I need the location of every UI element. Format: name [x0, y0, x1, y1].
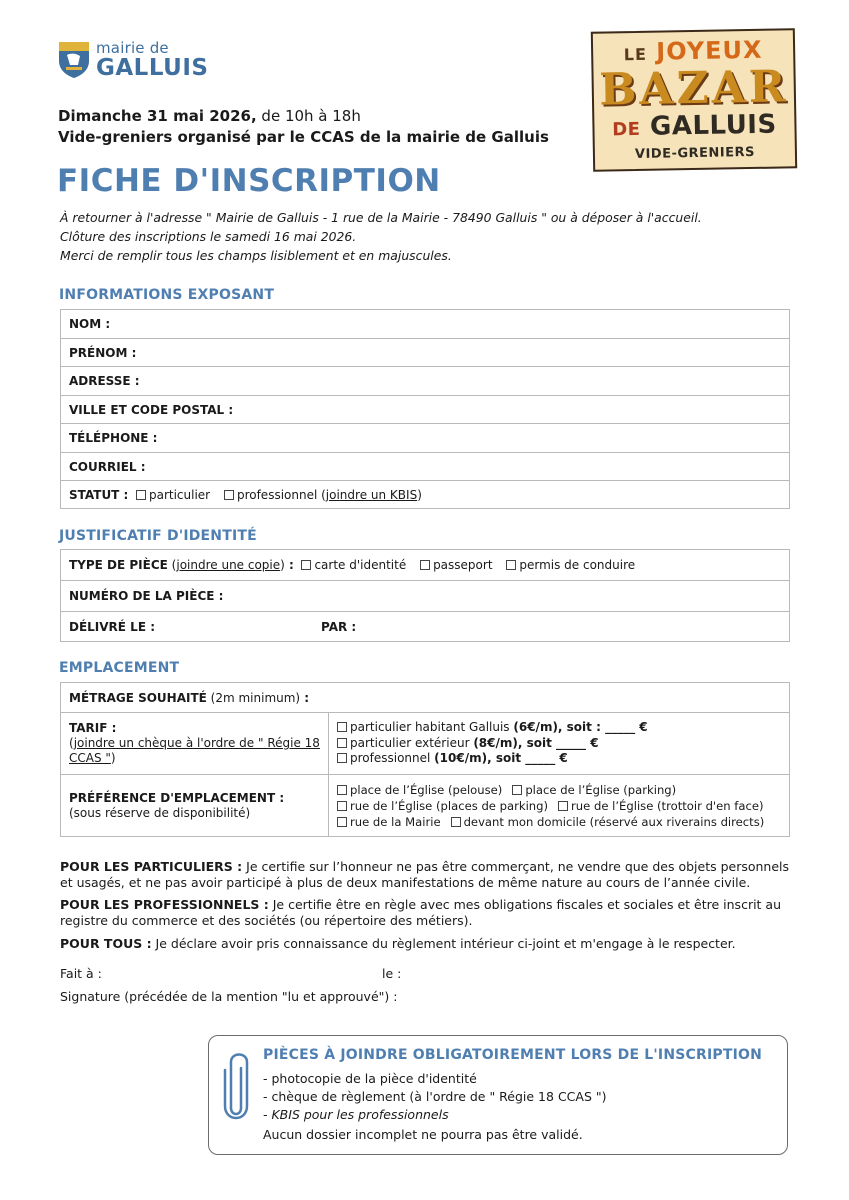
field-statut — [61, 481, 790, 509]
checkbox[interactable] — [451, 817, 461, 827]
intro-text — [60, 208, 702, 265]
le-field[interactable]: le : — [382, 966, 402, 981]
signature-field[interactable]: Signature (précédée de la mention "lu et approuvé") : — [60, 989, 398, 1004]
field-numero[interactable]: NUMÉRO DE LA PIÈCE : — [61, 581, 790, 612]
type-label: TYPE DE PIÈCE — [69, 558, 168, 572]
field-prenom[interactable]: PRÉNOM : — [61, 339, 790, 367]
option-label: passeport — [433, 558, 493, 572]
tarif-text: particulier extérieur — [350, 735, 474, 750]
logo-sub: VIDE-GRENIERS — [634, 144, 756, 163]
pref-option-label: place de l’Église (parking) — [525, 782, 677, 797]
pref-options — [329, 775, 790, 837]
event-date: Dimanche 31 mai 2026, — [58, 107, 257, 125]
checkbox[interactable] — [224, 490, 234, 500]
logo-line2: GALLUIS — [96, 54, 209, 81]
tarif-price: (8€/m), soit — [473, 735, 552, 750]
option-passeport[interactable] — [420, 558, 492, 572]
tarif-price: (6€/m), soit : — [513, 720, 601, 735]
pref-note: (sous réserve de disponibilité) — [69, 805, 251, 820]
pieces-box — [208, 1035, 788, 1155]
option-permis[interactable] — [506, 558, 635, 572]
statut-pro-label: professionnel ( — [236, 487, 326, 502]
statut-particulier[interactable] — [136, 488, 210, 502]
declaration-text: Je déclare avoir pris connaissance du règlement intérieur ci-joint et m'engage à le respecter. — [151, 936, 736, 951]
page-title: FICHE D'INSCRIPTION — [57, 163, 441, 199]
field-nom[interactable]: NOM : — [61, 310, 790, 339]
par-label: PAR : — [321, 619, 357, 634]
declaration-professionnels — [60, 897, 792, 929]
tarif-option-exterieur[interactable] — [337, 736, 781, 752]
list-item: - KBIS pour les professionnels — [263, 1107, 449, 1122]
checkbox[interactable] — [337, 722, 347, 732]
pref-label: PRÉFÉRENCE D'EMPLACEMENT : — [69, 790, 285, 805]
tarif-note: joindre un chèque à l'ordre de " Régie 18 CCAS " — [69, 736, 320, 765]
section-title-exposant: INFORMATIONS EXPOSANT — [59, 287, 275, 303]
logo-bazar: BAZAR — [598, 61, 789, 116]
field-telephone[interactable]: TÉLÉPHONE : — [61, 424, 790, 453]
checkbox[interactable] — [337, 785, 347, 795]
declaration-text: Je certifie être en règle avec mes obligations fiscales et sociales et être inscrit au registre du commerce et des sociétés (ou répertoire des métiers). — [60, 897, 782, 928]
tarif-text: professionnel — [350, 751, 435, 766]
declaration-particuliers — [60, 859, 792, 891]
field-type-piece — [61, 550, 790, 581]
checkbox[interactable] — [337, 753, 347, 763]
checkbox[interactable] — [506, 560, 516, 570]
identite-table — [60, 549, 790, 642]
option-carte[interactable] — [301, 558, 406, 572]
intro-line: Clôture des inscriptions le samedi 16 mai 2026. — [60, 229, 357, 244]
coat-of-arms-icon — [58, 41, 90, 79]
delivre-label: DÉLIVRÉ LE : — [69, 619, 155, 634]
option-label: carte d'identité — [314, 558, 407, 572]
tarif-blank: _____ € — [521, 751, 568, 766]
emplacement-table — [60, 682, 790, 837]
checkbox[interactable] — [301, 560, 311, 570]
list-item: - photocopie de la pièce d'identité — [263, 1071, 477, 1086]
logo-joyeux: JOYEUX — [656, 35, 763, 66]
declaration-heading: POUR LES PROFESSIONNELS : — [60, 897, 269, 912]
field-delivre[interactable] — [61, 612, 790, 642]
checkbox[interactable] — [136, 490, 146, 500]
pref-option[interactable] — [337, 799, 548, 813]
statut-professionnel[interactable] — [224, 488, 422, 502]
pref-option-label: rue de la Mairie — [350, 814, 441, 829]
statut-particulier-label: particulier — [148, 487, 211, 502]
kbis-note: joindre un KBIS — [325, 487, 418, 502]
tarif-options — [329, 713, 790, 775]
field-courriel[interactable]: COURRIEL : — [61, 453, 790, 481]
option-label: permis de conduire — [519, 558, 636, 572]
pref-option-label: rue de l’Église (places de parking) — [350, 798, 549, 813]
intro-line: À retourner à l'adresse " Mairie de Galluis - 1 rue de la Mairie - 78490 Galluis " ou à déposer à l'accueil. — [60, 210, 702, 225]
list-item: - chèque de règlement (à l'ordre de " Régie 18 CCAS ") — [263, 1089, 607, 1104]
type-colon: : — [284, 558, 294, 572]
pref-cell — [61, 775, 329, 837]
pref-option-label: devant mon domicile (réservé aux riverains directs) — [463, 814, 765, 829]
paperclip-icon — [221, 1048, 251, 1128]
pieces-note: Aucun dossier incomplet ne pourra pas être validé. — [263, 1127, 583, 1142]
tarif-label: TARIF : — [69, 721, 117, 735]
tarif-blank: _____ € — [600, 720, 648, 735]
type-paren: (joindre une copie) — [171, 558, 285, 572]
metrage-min: (2m minimum) — [206, 690, 301, 705]
event-hours: de 10h à 18h — [256, 107, 361, 125]
metrage-colon: : — [300, 690, 310, 705]
field-adresse[interactable]: ADRESSE : — [61, 367, 790, 396]
checkbox[interactable] — [420, 560, 430, 570]
fait-a-field[interactable]: Fait à : — [60, 966, 102, 981]
field-metrage[interactable] — [61, 683, 790, 713]
pref-option-label: place de l’Église (pelouse) — [350, 782, 503, 797]
pref-option[interactable] — [337, 815, 441, 829]
statut-label: STATUT : — [69, 487, 129, 502]
section-title-emplacement: EMPLACEMENT — [59, 660, 180, 676]
logo-line1: mairie de — [96, 38, 169, 57]
event-info — [58, 106, 549, 148]
pref-option[interactable] — [512, 783, 676, 797]
pref-option[interactable] — [558, 799, 763, 813]
tarif-text: particulier habitant Galluis — [350, 720, 514, 735]
pref-option[interactable] — [451, 815, 765, 829]
logo-le: LE — [623, 44, 648, 65]
logo-de: DE — [612, 118, 641, 141]
declaration-heading: POUR TOUS : — [60, 936, 152, 951]
tarif-option-habitant[interactable] — [337, 720, 781, 736]
checkbox[interactable] — [558, 801, 568, 811]
tarif-price: (10€/m), soit — [434, 751, 522, 766]
tarif-cell: TARIF : (joindre un chèque à l'ordre de " Régie 18 CCAS ") — [61, 713, 329, 775]
checkbox[interactable] — [337, 738, 347, 748]
exposant-table — [60, 309, 790, 509]
pref-option[interactable] — [337, 783, 502, 797]
joyeux-bazar-logo — [591, 28, 797, 172]
logo-galluis: GALLUIS — [649, 109, 777, 142]
checkbox[interactable] — [337, 817, 347, 827]
declaration-heading: POUR LES PARTICULIERS : — [60, 859, 243, 874]
checkbox[interactable] — [337, 801, 347, 811]
section-title-identite: JUSTIFICATIF D'IDENTITÉ — [59, 528, 257, 544]
pieces-list — [263, 1070, 606, 1124]
mairie-logo — [58, 38, 228, 82]
tarif-blank: _____ € — [551, 735, 599, 750]
field-ville[interactable]: VILLE ET CODE POSTAL : — [61, 396, 790, 424]
declaration-text: Je certifie sur l’honneur ne pas être commerçant, ne vendre que des objets personnels et usagés, et ne pas avoir participé à plus de deux manifestations de même nature au cours de l’année civile. — [60, 859, 790, 890]
event-organizer: Vide-greniers organisé par le CCAS de la mairie de Galluis — [58, 128, 549, 146]
pieces-title: PIÈCES À JOINDRE OBLIGATOIREMENT LORS DE L'INSCRIPTION — [263, 1047, 763, 1063]
statut-close: ) — [417, 487, 422, 502]
checkbox[interactable] — [512, 785, 522, 795]
metrage-label: MÉTRAGE SOUHAITÉ — [69, 690, 207, 705]
pref-option-label: rue de l’Église (trottoir d'en face) — [571, 798, 764, 813]
type-link: joindre une copie — [176, 558, 281, 572]
declaration-tous — [60, 936, 792, 952]
intro-line: Merci de remplir tous les champs lisiblement et en majuscules. — [60, 248, 452, 263]
tarif-option-professionnel[interactable] — [337, 751, 781, 767]
